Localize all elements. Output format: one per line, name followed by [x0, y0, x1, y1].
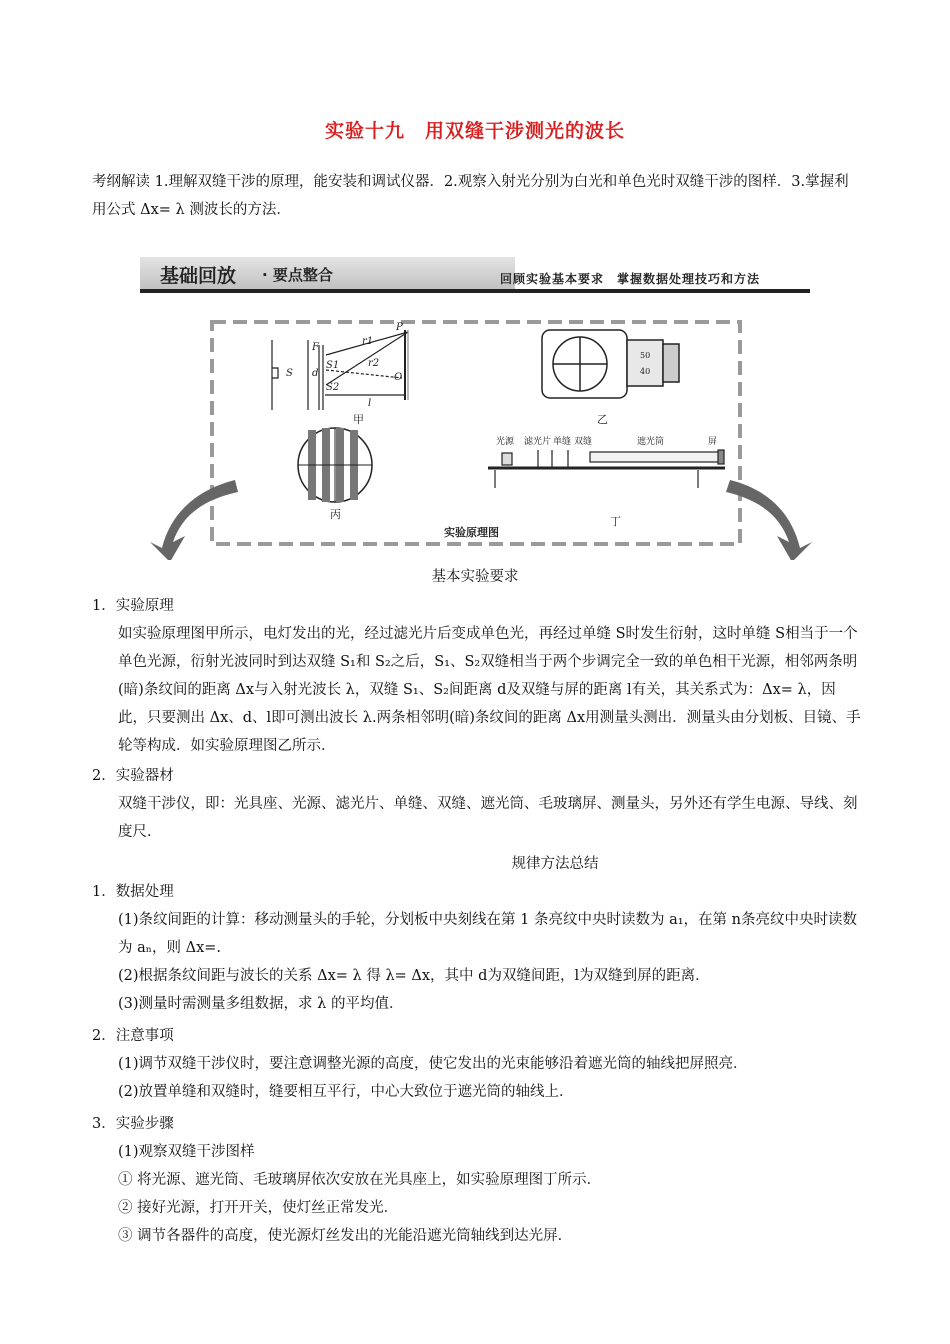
section1-item1-title: 1．实验原理: [92, 598, 174, 614]
banner-subtitle: · 要点整合: [262, 266, 333, 284]
label-S: S: [286, 368, 293, 379]
label-S1: S1: [326, 360, 340, 371]
section-banner: [140, 257, 810, 293]
apparatus-screen: 屏: [708, 437, 718, 447]
label-O: O: [394, 372, 403, 383]
section2-item2-title: 2．注意事项: [92, 1028, 174, 1044]
precaution-line-1: (1)调节双缝干涉仪时，要注意调整光源的高度，使它发出的光束能够沿着遮光筒的轴线把屏照亮．: [118, 1056, 748, 1072]
page-title: 实验十九 用双缝干涉测光的波长: [324, 120, 625, 142]
label-yi: 乙: [597, 413, 608, 426]
data-processing-line-3: (3)测量时需测量多组数据，求 λ 的平均值．: [118, 996, 404, 1012]
banner-underline: [140, 289, 810, 293]
scale-50: 50: [640, 351, 651, 360]
section1-item1-text: 如实验原理图甲所示，电灯发出的光，经过滤光片后变成单色光，再经过单缝 S时发生衍射，这时单缝 S相当于一个单色光源，衍射光波同时到达双缝 S₁和 S₂之后，S₁、S₂双缝相当于两个步调完全一致的单色相干光源，相邻两条明(暗)条纹间的距离 Δx与入射光波长 λ，双缝 S₁、S₂间距离 d及双缝与屏的距离 l有关，其关系式为：Δx= λ，因此，只要测出 Δx、d、l即可测出波长 λ.两条相邻明(暗)条纹间的距离 Δx用测量头测出．测量头由分划板、目镜、手轮等构成．如实验原理图乙所示．: [118, 626, 861, 754]
label-r2: r2: [368, 358, 380, 369]
data-processing-line-2: (2)根据条纹间距与波长的关系 Δx= λ 得 λ= Δx，其中 d为双缝间距，l为双缝到屏的距离．: [118, 968, 710, 984]
figure-caption: 实验原理图: [444, 526, 499, 539]
diagram-bing: [298, 428, 372, 502]
label-jia: 甲: [353, 413, 364, 426]
step-line-2: ① 将光源、遮光筒、毛玻璃屏依次安放在光具座上，如实验原理图丁所示．: [118, 1172, 602, 1188]
data-processing-line-1: (1)条纹间距的计算：移动测量头的手轮，分划板中央刻线在第 1 条亮纹中央时读数为 a₁，在第 n条亮纹中央时读数为 aₙ，则 Δx=.: [118, 912, 857, 956]
apparatus-single-slit: 单缝: [553, 437, 572, 447]
apparatus-light-source: 光源: [496, 437, 515, 447]
step-line-3: ② 接好光源，打开开关，使灯丝正常发光．: [118, 1200, 399, 1216]
label-d: d: [312, 368, 319, 379]
banner-title: 基础回放: [160, 265, 237, 287]
label-l: l: [368, 398, 372, 409]
label-P: P: [396, 322, 403, 333]
apparatus-double-slit: 双缝: [574, 437, 593, 447]
section1-item2-title: 2．实验器材: [92, 768, 174, 784]
left-curved-arrow-icon: [150, 480, 238, 560]
apparatus-tube: 遮光筒: [637, 437, 665, 447]
section2-heading: 规律方法总结: [511, 856, 599, 872]
section2-item3-title: 3．实验步骤: [92, 1116, 174, 1132]
scale-40: 40: [640, 367, 651, 376]
section2-item1-title: 1．数据处理: [92, 884, 174, 900]
diagram-yi: [542, 330, 679, 398]
section1-heading: 基本实验要求: [431, 569, 519, 585]
diagram-ding: [488, 450, 725, 488]
step-line-4: ③ 调节各器件的高度，使光源灯丝发出的光能沿遮光筒轴线到达光屏．: [118, 1228, 573, 1244]
label-ding: 丁: [610, 515, 621, 528]
step-line-1: (1)观察双缝干涉图样: [118, 1144, 255, 1160]
intro-paragraph: 考纲解读 1.理解双缝干涉的原理，能安装和调试仪器．2.观察入射光分别为白光和单色光时双缝干涉的图样．3.掌握利用公式 Δx= λ 测波长的方法．: [92, 174, 849, 218]
experiment-principle-figure: [140, 310, 820, 560]
label-F: F: [312, 342, 319, 353]
label-bing: 丙: [330, 508, 341, 521]
label-r1: r1: [362, 336, 374, 347]
apparatus-filter: 滤光片: [524, 437, 552, 447]
banner-slogan: 回顾实验基本要求 掌握数据处理技巧和方法: [500, 272, 761, 286]
section1-item2-text: 双缝干涉仪，即：光具座、光源、滤光片、单缝、双缝、遮光筒、毛玻璃屏、测量头，另外还有学生电源、导线、刻度尺．: [118, 796, 858, 840]
precaution-line-2: (2)放置单缝和双缝时，缝要相互平行，中心大致位于遮光筒的轴线上．: [118, 1084, 574, 1100]
label-S2: S2: [326, 382, 340, 393]
